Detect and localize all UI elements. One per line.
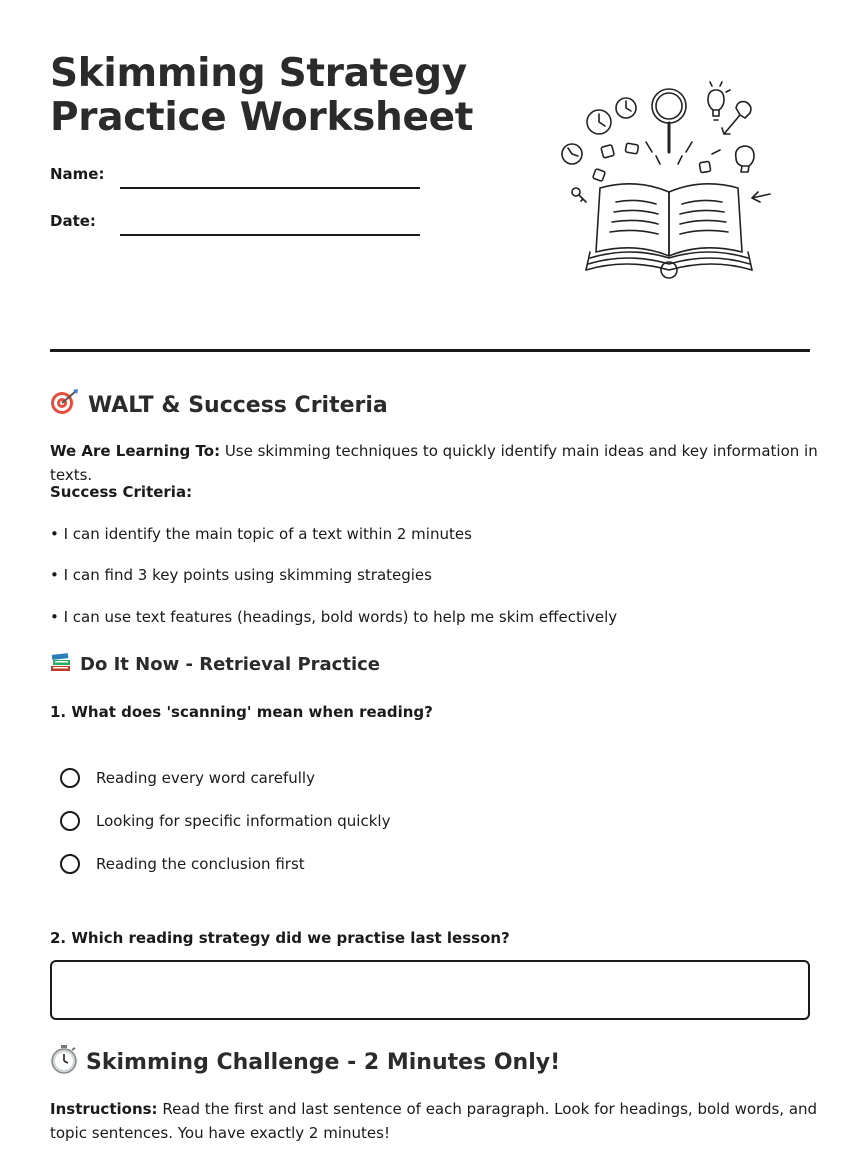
date-label: Date: xyxy=(50,212,96,230)
success-criteria-label: Success Criteria: xyxy=(50,483,193,501)
challenge-heading-text: Skimming Challenge - 2 Minutes Only! xyxy=(86,1049,561,1075)
challenge-instructions-text: Read the first and last sentence of each paragraph. Look for headings, bold words, and topic sentences. You have exactly 2 minutes! xyxy=(50,1100,818,1142)
walt-learning-label: We Are Learning To: xyxy=(50,442,221,460)
stopwatch-icon xyxy=(50,1044,78,1080)
walt-learning-text: Use skimming techniques to quickly identify main ideas and key information in texts. xyxy=(50,442,818,484)
q1-option-1-radio[interactable] xyxy=(60,768,80,788)
header-divider xyxy=(50,349,810,352)
q1-option-1-label: Reading every word carefully xyxy=(96,769,315,787)
walt-heading-text: WALT & Success Criteria xyxy=(88,392,388,418)
q1-option-2[interactable] xyxy=(60,811,390,831)
q1-option-2-label: Looking for specific information quickly xyxy=(96,812,391,830)
criteria-item: • I can use text features (headings, bold words) to help me skim effectively xyxy=(50,608,618,626)
q1-option-3-radio[interactable] xyxy=(60,854,80,874)
criteria-item: • I can identify the main topic of a text within 2 minutes xyxy=(50,525,472,543)
open-book-illustration-icon xyxy=(556,80,782,280)
q1-option-1[interactable] xyxy=(60,768,315,788)
date-field-line[interactable] xyxy=(120,234,420,236)
challenge-heading xyxy=(50,1044,560,1080)
q1-option-3-label: Reading the conclusion first xyxy=(96,855,305,873)
books-icon xyxy=(50,652,72,677)
q1-option-2-radio[interactable] xyxy=(60,811,80,831)
walt-heading xyxy=(50,388,388,422)
do-it-now-heading xyxy=(50,652,380,677)
q1-option-3[interactable] xyxy=(60,854,305,874)
title-line-2: Practice Worksheet xyxy=(50,95,474,140)
challenge-instructions xyxy=(50,1097,820,1145)
title-line-1: Skimming Strategy xyxy=(50,51,467,96)
challenge-instructions-label: Instructions: xyxy=(50,1100,158,1118)
question-1-text: 1. What does 'scanning' mean when reading? xyxy=(50,703,433,721)
question-2-text: 2. Which reading strategy did we practise last lesson? xyxy=(50,929,510,947)
walt-learning xyxy=(50,439,820,487)
question-2-answer-box[interactable] xyxy=(50,960,810,1020)
do-it-now-heading-text: Do It Now - Retrieval Practice xyxy=(80,654,380,675)
name-label: Name: xyxy=(50,165,105,183)
name-field-line[interactable] xyxy=(120,187,420,189)
target-icon xyxy=(50,388,80,422)
worksheet-title xyxy=(50,52,473,140)
criteria-item: • I can find 3 key points using skimming strategies xyxy=(50,566,432,584)
